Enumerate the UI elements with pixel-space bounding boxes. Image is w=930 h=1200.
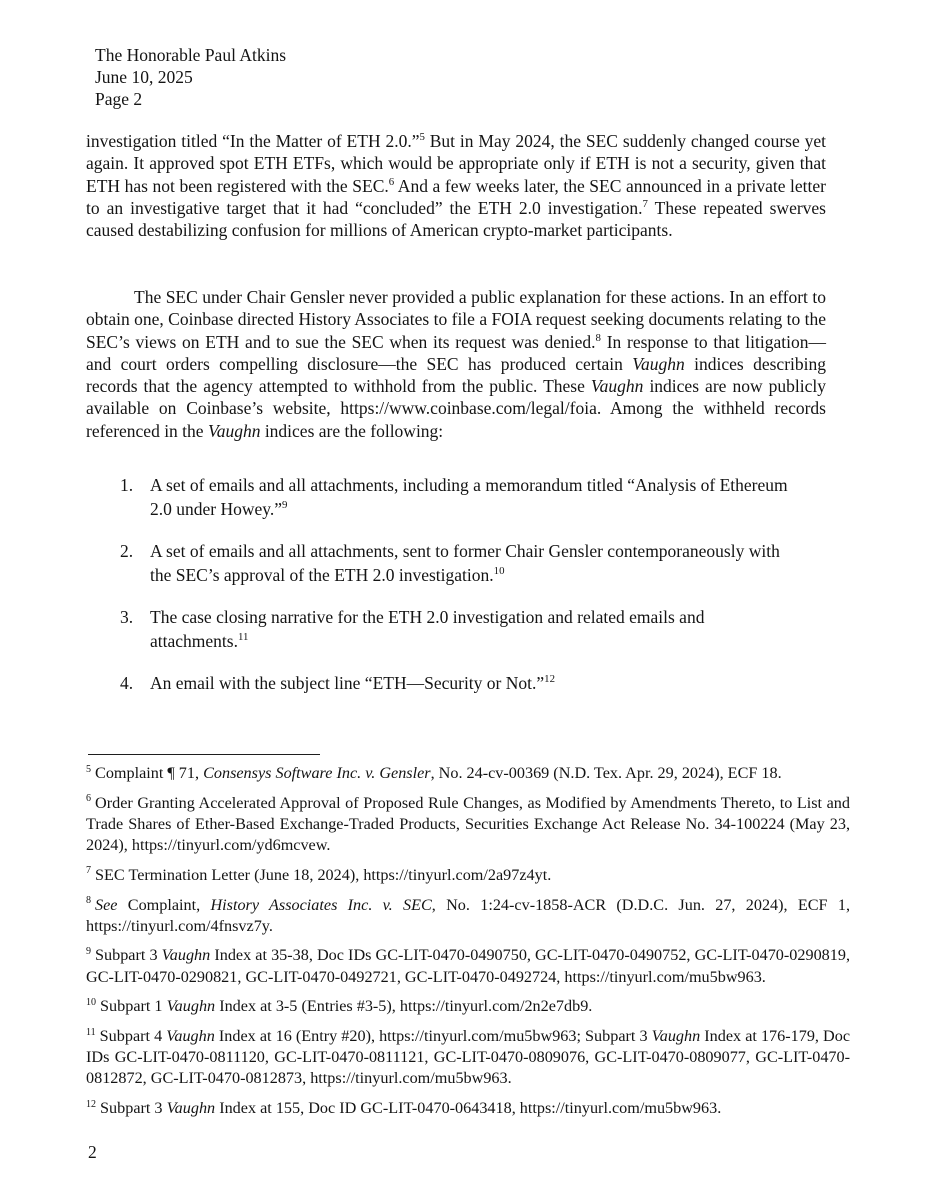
list-item bbox=[120, 474, 796, 521]
footnote-marker: 6 bbox=[86, 793, 92, 805]
list-item-text: The case closing narrative for the ETH 2.0 investigation and related emails and attachments.$^{11}$ bbox=[150, 607, 705, 651]
list-item-number: 2. bbox=[120, 541, 134, 561]
footnote-text: Subpart 3 Vaughn Index at 35-38, Doc IDs GC-LIT-0470-0490750, GC-LIT-0470-0490752, GC-LIT-0470-0290819, GC-LIT-0470-0290821, GC-LIT-0470-0492721, GC-LIT-0470-0492724, https://tinyurl.com/mu5bw963. bbox=[86, 946, 850, 986]
list-item bbox=[120, 606, 796, 653]
list-item-text: A set of emails and all attachments, including a memorandum titled “Analysis of Ethereum 2.0 under Howey.”$^9$ bbox=[150, 475, 788, 519]
footnote bbox=[86, 945, 850, 987]
list-item-number: 4. bbox=[120, 673, 134, 693]
recipient-line: The Honorable Paul Atkins bbox=[95, 45, 287, 65]
list-item bbox=[120, 672, 796, 696]
page-label-line: Page 2 bbox=[95, 89, 143, 109]
footnote-text: Subpart 4 Vaughn Index at 16 (Entry #20), https://tinyurl.com/mu5bw963; Subpart 3 Vaughn Index at 176-179, Doc IDs GC-LIT-0470-0811120, GC-LIT-0470-0811121, GC-LIT-0470-0809076, GC-LIT-0470-0809077, GC-LIT-0470-0812872, GC-LIT-0470-0812873, https://tinyurl.com/mu5bw963. bbox=[86, 1027, 850, 1088]
page-number: 2 bbox=[88, 1142, 97, 1162]
footnote-text: Complaint ¶ 71, Consensys Software Inc. v. Gensler, No. 24-cv-00369 (N.D. Tex. Apr. 29, 2024), ECF 18. bbox=[95, 764, 782, 782]
footnote-marker: 12 bbox=[86, 1098, 97, 1110]
list-item bbox=[120, 540, 796, 587]
footnote bbox=[86, 1026, 850, 1090]
list-item-text: A set of emails and all attachments, sent to former Chair Gensler contemporaneously with the SEC’s approval of the ETH 2.0 investigation.$^{10}$ bbox=[150, 541, 780, 585]
footnote-text: Order Granting Accelerated Approval of Proposed Rule Changes, as Modified by Amendments Thereto, to List and Trade Shares of Ether-Based Exchange-Traded Products, Securities Exchange Act Release No. 34-100224 (May 23, 2024), https://tinyurl.com/yd6mcvew. bbox=[86, 793, 850, 855]
body-paragraph-2: The SEC under Chair Gensler never provided a public explanation for these actions. In an effort to obtain one, Coinbase directed History Associates to file a FOIA request seeking documents relating to the SEC’s views on ETH and to sue the SEC when its request was denied.$^8$ In response to that litigation—and court orders compelling disclosure—the SEC has produced certain Vaughn indices describing records that the agency attempted to withhold from the public. These Vaughn indices are now publicly available on Coinbase’s website, https://www.coinbase.com/legal/foia. Among the withheld records referenced in the Vaughn indices are the following: bbox=[86, 287, 826, 441]
footnote bbox=[86, 763, 850, 784]
footnote-marker: 8 bbox=[86, 895, 92, 907]
list-item-number: 1. bbox=[120, 475, 134, 495]
footnote-text: Subpart 1 Vaughn Index at 3-5 (Entries #3-5), https://tinyurl.com/2n2e7db9. bbox=[100, 997, 593, 1016]
footnote-text: SEC Termination Letter (June 18, 2024), https://tinyurl.com/2a97z4yt. bbox=[95, 865, 552, 884]
numbered-list bbox=[120, 474, 796, 715]
footnote bbox=[86, 865, 850, 886]
list-item-number: 3. bbox=[120, 607, 134, 627]
footnote bbox=[86, 793, 850, 857]
letter-header bbox=[95, 44, 286, 110]
list-item-text: An email with the subject line “ETH—Security or Not.”$^{12}$ bbox=[150, 673, 555, 693]
footnote-text: See Complaint, History Associates Inc. v. SEC, No. 1:24-cv-1858-ACR (D.D.C. Jun. 27, 2024), ECF 1, https://tinyurl.com/4fnsvz7y. bbox=[86, 895, 850, 935]
date-line: June 10, 2025 bbox=[95, 67, 193, 87]
footnotes-section bbox=[86, 763, 850, 1128]
footnote-marker: 11 bbox=[86, 1026, 96, 1038]
footnote-separator bbox=[88, 754, 320, 755]
body-paragraph-1: investigation titled “In the Matter of ETH 2.0.”$^5$ But in May 2024, the SEC suddenly changed course yet again. It approved spot ETH ETFs, which would be appropriate only if ETH is not a security, given that ETH has not been registered with the SEC.$^6$ And a few weeks later, the SEC announced in a private letter to an investigative target that it had “concluded” the ETH 2.0 investigation.$^7$ These repeated swerves caused destabilizing confusion for millions of American crypto-market participants. bbox=[86, 131, 827, 241]
footnote-marker: 7 bbox=[86, 865, 92, 877]
footnote-marker: 9 bbox=[86, 946, 92, 958]
footnote bbox=[86, 996, 850, 1017]
footnote-text: Subpart 3 Vaughn Index at 155, Doc ID GC-LIT-0470-0643418, https://tinyurl.com/mu5bw963. bbox=[100, 1099, 722, 1118]
footnote bbox=[86, 1098, 850, 1119]
footnote-marker: 5 bbox=[86, 763, 92, 775]
footnote-marker: 10 bbox=[86, 996, 97, 1008]
footnote bbox=[86, 895, 850, 937]
